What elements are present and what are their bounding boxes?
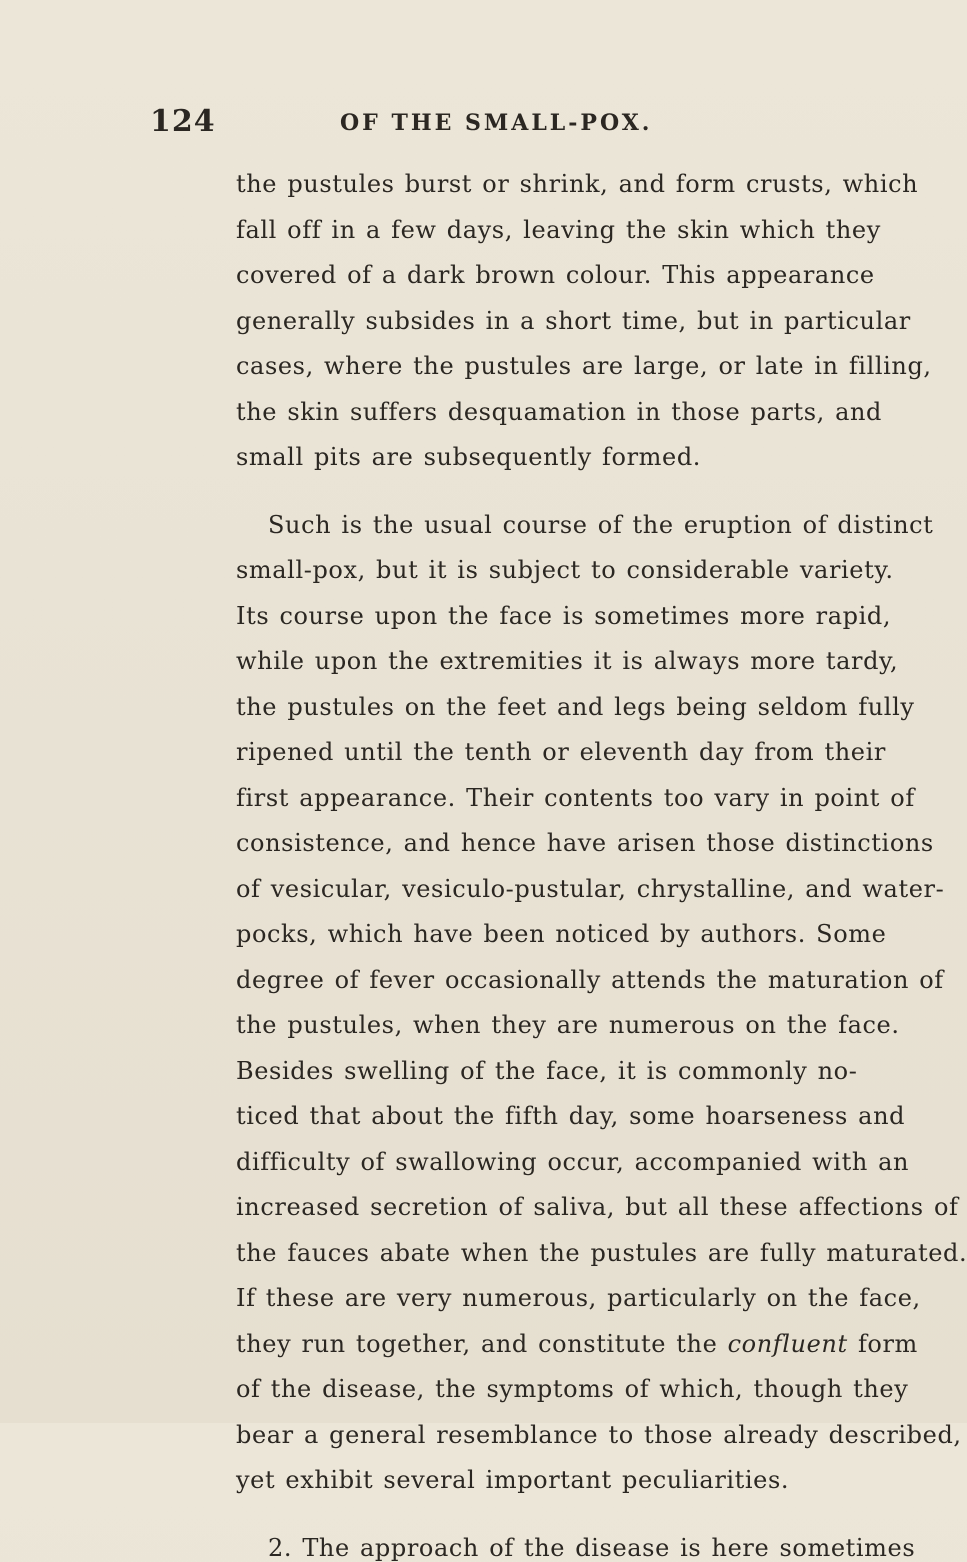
text-line: consistence, and hence have arisen those distinctions <box>236 829 934 857</box>
text-line: first appearance. Their contents too vary in point of <box>236 783 915 812</box>
text-line: generally subsides in a short time, but in particular <box>236 306 911 335</box>
text-line: increased secretion of saliva, but all these affections of <box>236 1193 959 1221</box>
text-line: small pits are subsequently formed. <box>236 443 702 471</box>
text-line: ticed that about the fifth day, some hoarseness and <box>236 1102 906 1130</box>
text-span: form <box>857 1329 918 1358</box>
text-line: small-pox, but it is subject to considerable variety. <box>236 556 894 584</box>
text-line: cases, where the pustules are large, or late in filling, <box>236 352 932 380</box>
text-line: fall off in a few days, leaving the skin which they <box>236 215 881 244</box>
text-line: difficulty of swallowing occur, accompanied with an <box>236 1147 910 1176</box>
text-line: the fauces abate when the pustules are fully maturated. <box>236 1238 967 1267</box>
italic-term: confluent <box>727 1329 848 1358</box>
text-line: Besides swelling of the face, it is commonly no- <box>236 1056 858 1085</box>
running-head <box>150 104 770 144</box>
text-line: 2. The approach of the disease is here sometimes <box>268 1533 916 1562</box>
running-title: OF THE SMALL-POX. <box>340 110 653 136</box>
text-line: ripened until the tenth or eleventh day from their <box>236 738 886 766</box>
text-line: the skin suffers desquamation in those parts, and <box>236 397 883 426</box>
text-line: Such is the usual course of the eruption of distinct <box>268 510 934 539</box>
text-span: they run together, and constitute the <box>236 1329 718 1358</box>
text-line: Its course upon the face is sometimes more rapid, <box>236 601 892 630</box>
text-line: of the disease, the symptoms of which, though they <box>236 1375 909 1403</box>
text-line: while upon the extremities it is always more tardy, <box>236 647 899 675</box>
text-line: the pustules on the feet and legs being seldom fully <box>236 692 915 721</box>
text-line: the pustules, when they are numerous on the face. <box>236 1011 900 1039</box>
page-number: 124 <box>150 104 216 139</box>
text-line: If these are very numerous, particularly on the face, <box>236 1284 921 1312</box>
text-line <box>236 1330 918 1358</box>
text-line: yet exhibit several important peculiarities. <box>236 1466 790 1494</box>
text-line: the pustules burst or shrink, and form crusts, which <box>236 170 919 198</box>
text-line: of vesicular, vesiculo-pustular, chrystalline, and water- <box>236 874 945 903</box>
text-line: covered of a dark brown colour. This appearance <box>236 261 875 289</box>
text-line: bear a general resemblance to those already described, <box>236 1420 962 1449</box>
text-line: pocks, which have been noticed by authors. Some <box>236 920 887 948</box>
text-line: degree of fever occasionally attends the maturation of <box>236 965 944 994</box>
